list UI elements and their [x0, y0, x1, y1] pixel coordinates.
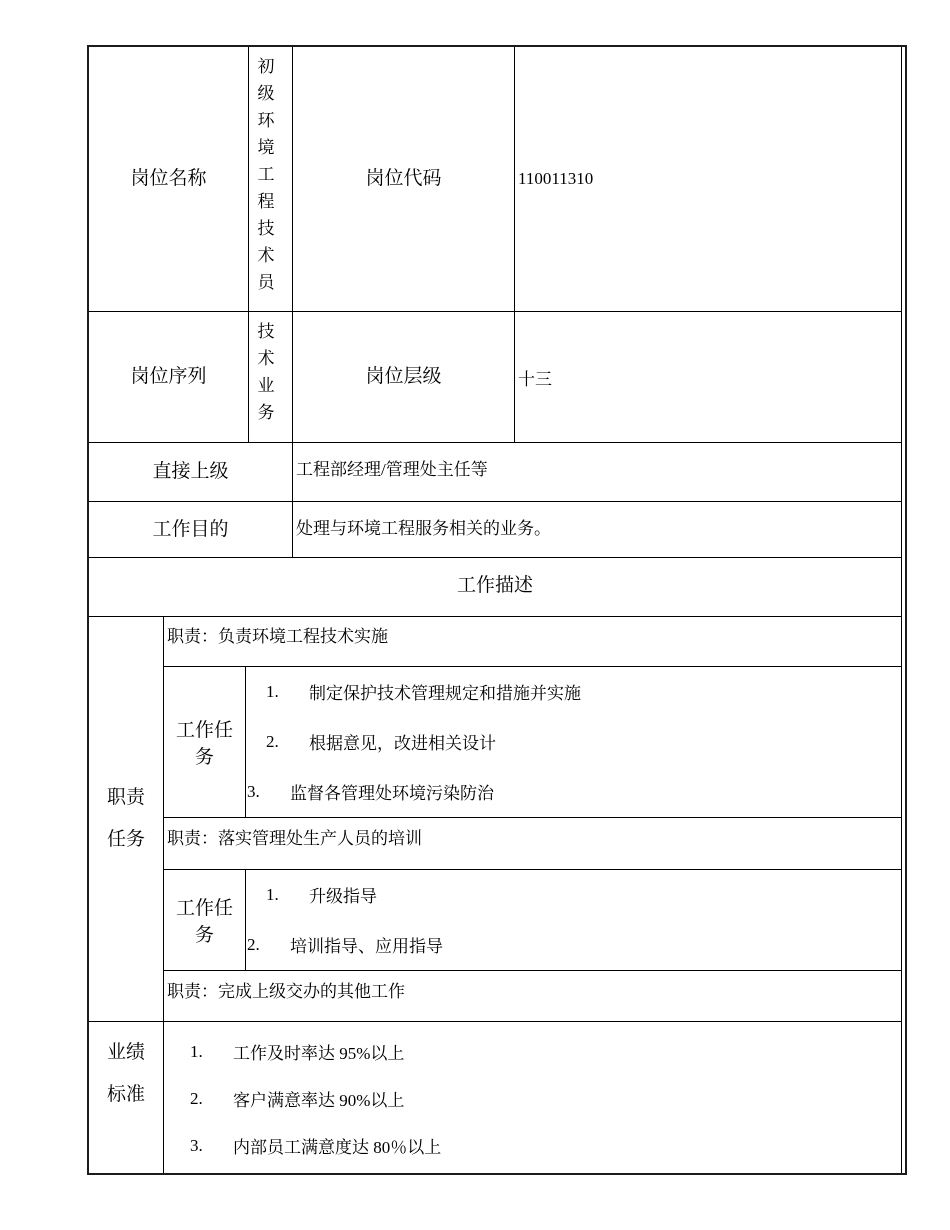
duty-row-1 [164, 617, 901, 667]
list-item: 1. 工作及时率达 95%以上 [190, 1041, 405, 1063]
task-list-2 [246, 870, 901, 971]
performance-label-cell [89, 1022, 164, 1173]
performance-label: 业绩 标准 [106, 1042, 145, 1105]
list-item: 3. 监督各管理处环境污染防治 [247, 781, 494, 804]
work-purpose-value: 处理与环境工程服务相关的业务。 [296, 519, 551, 538]
position-name-value-cell [249, 47, 293, 311]
position-series-label-cell [89, 312, 249, 442]
row-position-series [89, 312, 901, 443]
work-description-header-row [89, 558, 901, 617]
performance-list [164, 1022, 901, 1173]
duty-row-3 [164, 971, 901, 1021]
duties-section-row [89, 617, 901, 1022]
work-description-title: 工作描述 [456, 574, 533, 596]
duty-2-text: 职责：落实管理处生产人员的培训 [167, 828, 422, 848]
position-level-value: 十三 [518, 369, 552, 389]
position-name-label-cell [89, 47, 249, 311]
duties-content [164, 617, 901, 1021]
list-item: 1. 升级指导 [266, 884, 377, 907]
table-inner [89, 47, 902, 1173]
task-label-1: 工作任 务 [175, 719, 233, 768]
list-item: 2. 根据意见，改进相关设计 [266, 731, 496, 754]
position-series-value-cell [249, 312, 293, 442]
position-series-label: 岗位序列 [130, 366, 207, 388]
direct-superior-label-cell [89, 443, 293, 501]
direct-superior-label: 直接上级 [152, 461, 229, 483]
position-name-value: 初级环境工程技术员 [257, 57, 275, 292]
position-code-value-cell [515, 47, 901, 311]
work-purpose-value-cell [293, 502, 901, 557]
task-label-cell-1 [164, 667, 246, 817]
work-purpose-label-cell [89, 502, 293, 557]
position-code-label: 岗位代码 [365, 168, 442, 190]
row-direct-superior [89, 443, 901, 502]
position-name-label: 岗位名称 [130, 168, 207, 190]
direct-superior-value: 工程部经理/管理处主任等 [296, 460, 488, 479]
position-code-value: 110011310 [518, 169, 594, 188]
job-description-table [87, 45, 907, 1175]
position-code-label-cell [293, 47, 515, 311]
task-row-2 [164, 870, 901, 972]
position-series-value: 技术业务 [257, 322, 275, 422]
task-label-cell-2 [164, 870, 246, 971]
list-item: 3. 内部员工满意度达 80％以上 [190, 1135, 442, 1157]
task-label-2: 工作任 务 [175, 897, 233, 946]
list-item: 2. 培训指导、应用指导 [247, 934, 443, 957]
performance-section-row [89, 1022, 901, 1173]
duty-row-2 [164, 818, 901, 870]
row-work-purpose [89, 502, 901, 558]
work-purpose-label: 工作目的 [152, 518, 229, 540]
position-level-value-cell [515, 312, 901, 442]
list-item: 2. 客户满意率达 90%以上 [190, 1088, 405, 1110]
position-level-label-cell [293, 312, 515, 442]
task-row-1 [164, 667, 901, 818]
duty-3-text: 职责：完成上级交办的其他工作 [167, 981, 405, 1001]
duties-section-label-cell [89, 617, 164, 1021]
direct-superior-value-cell [293, 443, 901, 501]
list-item: 1. 制定保护技术管理规定和措施并实施 [266, 681, 581, 704]
duty-1-text: 职责：负责环境工程技术实施 [167, 626, 388, 646]
duties-section-label: 职责 任务 [106, 787, 145, 850]
position-level-label: 岗位层级 [365, 366, 442, 388]
row-position-name [89, 47, 901, 312]
task-list-1 [246, 667, 901, 817]
